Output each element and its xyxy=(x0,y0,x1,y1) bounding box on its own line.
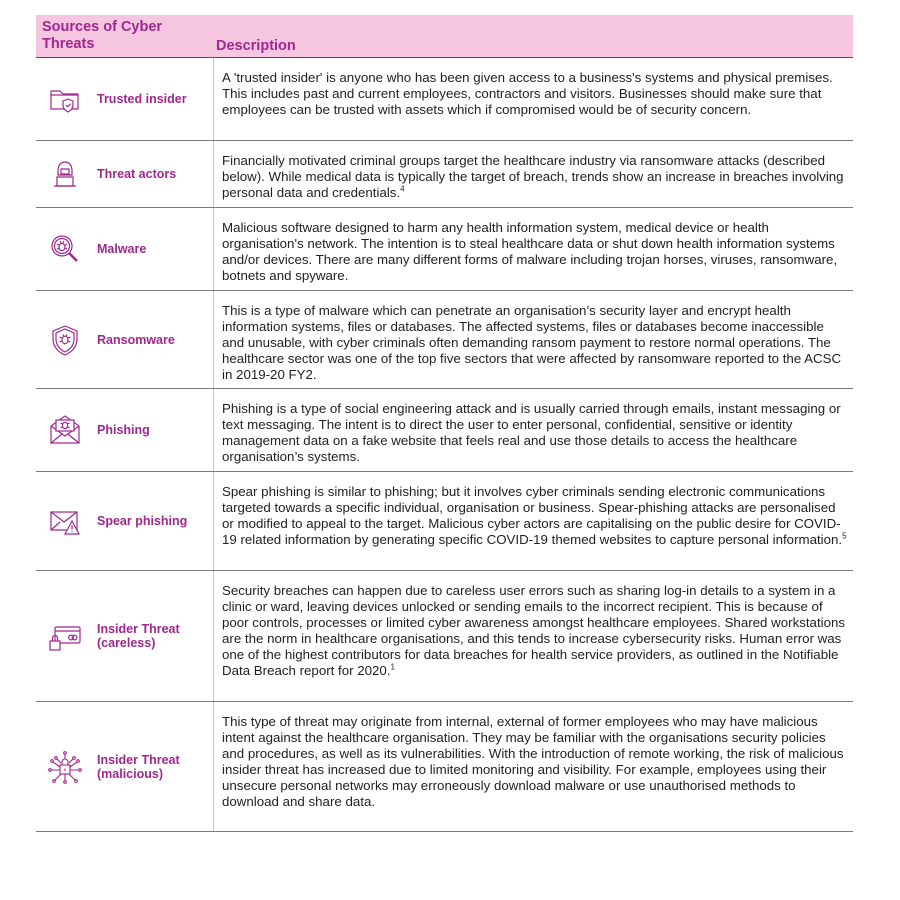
header-sources: Sources of Cyber Threats xyxy=(42,19,163,52)
source-label: Ransomware xyxy=(97,332,175,347)
table-header xyxy=(36,15,853,57)
table-row xyxy=(36,57,853,140)
source-label: Insider Threat (malicious) xyxy=(97,752,180,781)
network-padlock-icon xyxy=(48,750,82,784)
source-label: Phishing xyxy=(97,423,150,437)
header-description: Description xyxy=(216,38,296,54)
description-text: Financially motivated criminal groups target the healthcare industry via ransomware attacks (described below). While medical data is typically the target of breach, trends show an increase in breaches involving personal data and credentials.$^4$ xyxy=(222,153,844,200)
description-text: This type of threat may originate from internal, external of former employees who may have malicious intent against the healthcare organisation. They may be familiar with the organisations security policies and procedures, as well as its vulnerabilities. With the introduction of remote working, the risk of malicious insider threat has increased due to limited monitoring and visibility. For example, employees using their unsecure personal networks may erroneously download malware or use unauthorised methods to download and share data. xyxy=(222,714,844,809)
description-text: Malicious software designed to harm any health information system, medical device or health organisation's network. The intention is to steal healthcare data or shut down health information systems and/or devices. There are many different forms of malware including trojan horses, viruses, ransomware, botnets and spyware. xyxy=(222,220,838,283)
table-row xyxy=(36,701,853,832)
hooded-hacker-icon xyxy=(48,157,82,191)
source-label: Threat actors xyxy=(97,167,177,181)
footnote-ref: 4 xyxy=(400,184,405,194)
table-row xyxy=(36,207,853,290)
bug-magnifier-icon xyxy=(48,232,82,266)
footnote-ref: 1 xyxy=(390,662,395,672)
table-row xyxy=(36,570,853,701)
description-text: Phishing is a type of social engineering attack and is usually carried through emails, instant messaging or text messaging. The intent is to direct the user to enter personal, confidential, sensitive or identity management data on a fake website that feels real and use those details to access the healthcare organisation’s systems. xyxy=(222,401,841,464)
description-text: Security breaches can happen due to careless user errors such as sharing log-in details to a system in a clinic or ward, leaving devices unlocked or sending emails to the incorrect recipient. This is because of poor controls, processes or limited cyber awareness amongst healthcare employees. Shared workstations are the norm in healthcare organisations, and this tends to increase cybersecurity risks. Human error was one of the highest contributors for data breaches for health service providers, as outlined in the Notifiable Data Breach report for 2020.$^1$ xyxy=(222,583,846,678)
description-text: Spear phishing is similar to phishing; but it involves cyber criminals sending electronic communications targeted towards a specific individual, organisation or business. Spear-phishing attacks are personalised or modified to appeal to the target. Malicious cyber actors are capitalising on the public desire for COVID-19 related information by generating specific COVID-19 themed websites to capture personal information.$^5$ xyxy=(222,484,847,547)
folder-shield-icon xyxy=(48,82,82,116)
table-row xyxy=(36,140,853,207)
footnote-ref: 5 xyxy=(842,531,847,541)
source-label: Malware xyxy=(97,242,147,256)
source-label: Trusted insider xyxy=(97,92,187,106)
description-text: A 'trusted insider' is anyone who has been given access to a business's systems and physical premises. This includes past and current employees, contractors and visitors. Businesses should make sure that employees can be trusted with assets which if compromised would be of security concern. xyxy=(222,70,833,117)
envelope-bug-icon xyxy=(48,413,82,447)
source-label: Spear phishing xyxy=(97,514,188,528)
cyber-threats-table xyxy=(36,15,853,832)
source-label: Insider Threat (careless) xyxy=(97,622,180,650)
table-row xyxy=(36,388,853,471)
shield-bug-icon xyxy=(48,323,82,357)
envelope-warning-icon xyxy=(48,504,82,538)
table-row xyxy=(36,290,853,388)
table-row xyxy=(36,471,853,570)
description-text: This is a type of malware which can penetrate an organisation’s security layer and encrypt health information systems, files or databases. The affected systems, files or databases become inaccessible and unusable, with cyber criminals often demanding ransom payment to restore normal operations. The healthcare sector was one of the top five sectors that were affected by ransomware reported to the ACSC in 2019-20 FY2. xyxy=(222,303,842,382)
card-padlock-icon xyxy=(48,619,82,653)
